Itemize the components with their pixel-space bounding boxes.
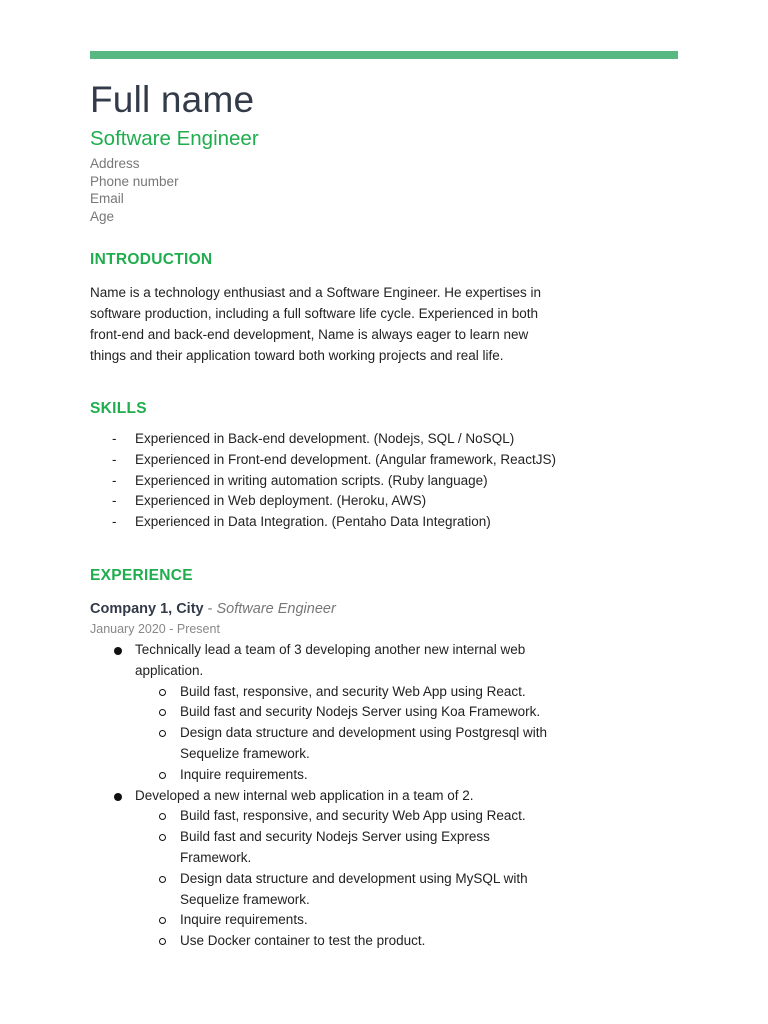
sub-bullet (135, 827, 690, 869)
filled-disc-bullet-icon (114, 793, 122, 801)
hollow-circle-bullet-icon (159, 709, 166, 716)
sub-bullet-text: Use Docker container to test the product. (180, 933, 426, 949)
sub-bullet (135, 869, 690, 911)
contact-phone: Phone number (90, 173, 179, 189)
sub-bullet-text: Build fast, responsive, and security Web App using React. (180, 683, 526, 699)
sub-bullet (135, 931, 690, 952)
dash-bullet-icon: - (112, 472, 117, 488)
job-bullet (90, 640, 690, 786)
sub-bullet-text: Design data structure and development using MySQL with Sequelize framework. (180, 870, 528, 907)
hollow-circle-bullet-icon (159, 772, 166, 779)
skill-item (90, 450, 690, 471)
skill-text: Experienced in writing automation scripts. (Ruby language) (135, 472, 488, 488)
sub-bullet (135, 702, 690, 723)
job-bullet-text: Developed a new internal web application in a team of 2. (135, 787, 474, 803)
skill-text: Experienced in Data Integration. (Pentaho Data Integration) (135, 514, 491, 530)
sub-bullet-text: Design data structure and development using Postgresql with Sequelize framework. (180, 725, 547, 761)
contact-info (90, 155, 690, 225)
dash-bullet-icon: - (112, 431, 117, 446)
contact-age: Age (90, 208, 115, 224)
sub-bullet (135, 682, 690, 703)
skills-heading: SKILLS (90, 400, 147, 417)
skill-text: Experienced in Front-end development. (Angular framework, ReactJS) (135, 451, 556, 467)
filled-disc-bullet-icon (114, 647, 122, 655)
sub-bullets (135, 806, 690, 952)
full-name: Full name (90, 79, 255, 120)
skill-item (90, 429, 690, 450)
sub-bullet (135, 723, 690, 765)
introduction-text: Name is a technology enthusiast and a Software Engineer. He expertises in software production, including a full software life cycle. Experienced in both front-end and back-end development, Name is always eager to learn new things and their application toward both working projects and real life. (90, 285, 542, 363)
hollow-circle-bullet-icon (159, 730, 166, 737)
skill-item (90, 471, 690, 492)
sub-bullet (135, 806, 690, 827)
dash-bullet-icon: - (112, 514, 117, 530)
sub-bullet-text: Inquire requirements. (180, 766, 308, 782)
job-title: Software Engineer (90, 127, 259, 150)
job-bullet-text: Technically lead a team of 3 developing another new internal web application. (135, 641, 526, 678)
sub-bullet-text: Inquire requirements. (180, 912, 308, 928)
sub-bullet-text: Build fast and security Nodejs Server using Express Framework. (180, 829, 490, 865)
skill-text: Experienced in Web deployment. (Heroku, AWS) (135, 493, 427, 509)
hollow-circle-bullet-icon (159, 876, 166, 883)
skills-list (90, 429, 690, 533)
job-bullets (90, 640, 690, 952)
contact-email: Email (90, 191, 124, 206)
hollow-circle-bullet-icon (159, 938, 166, 945)
hollow-circle-bullet-icon (159, 834, 166, 841)
sub-bullet-text: Build fast and security Nodejs Server using Koa Framework. (180, 704, 541, 720)
sub-bullets (135, 682, 690, 786)
introduction-heading: INTRODUCTION (90, 251, 213, 268)
sub-bullet (135, 765, 690, 786)
hollow-circle-bullet-icon (159, 689, 166, 696)
skill-text: Experienced in Back-end development. (Nodejs, SQL / NoSQL) (135, 431, 515, 446)
sub-bullet-text: Build fast, responsive, and security Web App using React. (180, 808, 526, 824)
dash-bullet-icon: - (112, 493, 117, 509)
skill-item (90, 491, 690, 512)
job-role: Software Engineer (216, 600, 336, 617)
top-accent-bar (90, 51, 678, 59)
skill-item (90, 512, 690, 533)
job-bullet (90, 786, 690, 952)
sub-bullet (135, 910, 690, 931)
contact-address: Address (90, 156, 140, 171)
hollow-circle-bullet-icon (159, 813, 166, 820)
job-header (90, 599, 690, 619)
resume-page (90, 78, 690, 952)
job-date: January 2020 - Present (90, 621, 220, 636)
company-name: Company 1, City (90, 600, 204, 617)
title-separator: - (203, 600, 217, 617)
experience-heading: EXPERIENCE (90, 566, 193, 584)
hollow-circle-bullet-icon (159, 917, 166, 924)
dash-bullet-icon: - (112, 451, 117, 467)
